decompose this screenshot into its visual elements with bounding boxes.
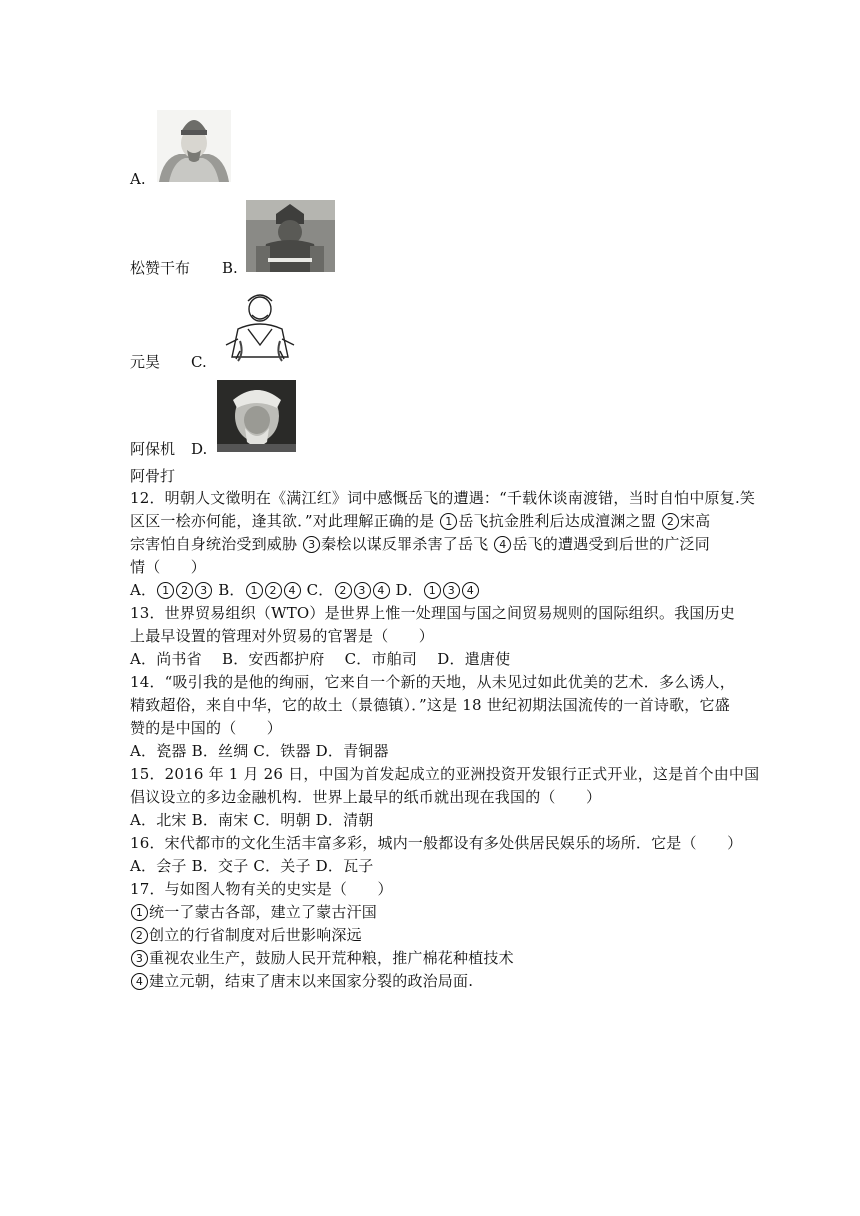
q17-item-3-text: 重视农业生产，鼓励人民开荒种粮，推广棉花种植技术 bbox=[149, 949, 514, 967]
option-d-label: D. bbox=[191, 440, 208, 458]
option-c-caption: 阿保机 bbox=[130, 440, 176, 458]
circled-number-3: 3 bbox=[131, 950, 148, 967]
q12-line-3-text: 宗害怕自身统治受到威胁 bbox=[130, 535, 303, 553]
q12-line-1: 12．明朝人文徵明在《满江红》词中感慨岳飞的遭遇：“千载休谈南渡错，当时自怕中原复.笑 bbox=[130, 489, 756, 507]
q14-line-2: 精致超俗，来自中华，它的故土（景德镇）．”这是 18 世纪初期法国流传的一首诗歌，它盛 bbox=[130, 696, 730, 714]
portrait-a-image bbox=[157, 110, 231, 182]
q12-option-b: B． bbox=[213, 581, 245, 599]
q17-item-2 bbox=[130, 924, 362, 946]
q17-item-4-text: 建立元朝，结束了唐末以来国家分裂的政治局面. bbox=[149, 972, 474, 990]
circled-number-4: 4 bbox=[373, 582, 390, 599]
option-b-label: B. bbox=[222, 259, 238, 277]
q14-options: A．瓷器 B．丝绸 C．铁器 D．青铜器 bbox=[130, 742, 389, 760]
q16-line-1: 16．宋代都市的文化生活丰富多彩，城内一般都设有多处供居民娱乐的场所．它是（ ） bbox=[130, 834, 743, 852]
circled-number-4: 4 bbox=[494, 536, 511, 553]
circled-number-3: 3 bbox=[443, 582, 460, 599]
portrait-d-image bbox=[217, 380, 296, 452]
q17-item-3 bbox=[130, 947, 514, 969]
q12-line-2 bbox=[130, 510, 710, 532]
q17-item-1-text: 统一了蒙古各部，建立了蒙古汗国 bbox=[149, 903, 378, 921]
q12-statement-3: 秦桧以谋反罪杀害了岳飞 bbox=[321, 535, 494, 553]
option-a-caption: 松赞干布 bbox=[130, 259, 191, 277]
circled-number-1: 1 bbox=[246, 582, 263, 599]
circled-number-1: 1 bbox=[131, 904, 148, 921]
q12-option-c: C． bbox=[301, 581, 334, 599]
q14-line-1: 14．“吸引我的是他的绚丽，它来自一个新的天地，从未见过如此优美的艺术．多么诱人， bbox=[130, 673, 735, 691]
q13-line-1: 13．世界贸易组织（WTO）是世界上惟一处理国与国之间贸易规则的国际组织。我国历史 bbox=[130, 604, 736, 622]
q12-statement-1: 岳飞抗金胜利后达成澶渊之盟 bbox=[458, 512, 661, 530]
q15-options: A．北宋 B．南宋 C．明朝 D．清朝 bbox=[130, 811, 374, 829]
q12-statement-4: 岳飞的遭遇受到后世的广泛同 bbox=[512, 535, 710, 553]
statue-portrait-icon bbox=[246, 200, 335, 272]
circled-number-2: 2 bbox=[662, 513, 679, 530]
q17-item-4 bbox=[130, 970, 473, 992]
q17-line-1: 17．与如图人物有关的史实是（ ） bbox=[130, 880, 393, 898]
option-c-label: C. bbox=[191, 353, 207, 371]
q12-option-d: D． bbox=[390, 581, 423, 599]
circled-number-4: 4 bbox=[462, 582, 479, 599]
q12-statement-2: 宋高 bbox=[679, 512, 711, 530]
q13-line-2: 上最早设置的管理对外贸易的官署是（ ） bbox=[130, 627, 435, 645]
q12-options bbox=[130, 579, 480, 601]
circled-number-2: 2 bbox=[131, 927, 148, 944]
q12-option-a: A． bbox=[130, 581, 157, 599]
line-drawing-portrait-icon bbox=[218, 289, 302, 365]
q12-line-4: 情（ ） bbox=[130, 558, 207, 576]
circled-number-1: 1 bbox=[157, 582, 174, 599]
q13-options: A．尚书省 B．安西都护府 C．市舶司 D．遣唐使 bbox=[130, 650, 511, 668]
statue-portrait-icon bbox=[157, 110, 231, 182]
circled-number-4: 4 bbox=[131, 973, 148, 990]
portrait-b-image bbox=[246, 200, 335, 272]
portrait-c-image bbox=[218, 289, 302, 365]
q15-line-1: 15．2016 年 1 月 26 日，中国为首发起成立的亚洲投资开发银行正式开业，这是首个由中国 bbox=[130, 765, 760, 783]
q14-line-3: 赞的是中国的（ ） bbox=[130, 719, 283, 737]
painted-portrait-icon bbox=[217, 380, 296, 452]
circled-number-1: 1 bbox=[440, 513, 457, 530]
q15-line-2: 倡议设立的多边金融机构．世界上最早的纸币就出现在我国的（ ） bbox=[130, 788, 602, 806]
q17-item-2-text: 创立的行省制度对后世影响深远 bbox=[149, 926, 362, 944]
q12-line-3 bbox=[130, 533, 710, 555]
circled-number-3: 3 bbox=[354, 582, 371, 599]
circled-number-2: 2 bbox=[176, 582, 193, 599]
circled-number-2: 2 bbox=[265, 582, 282, 599]
q12-line-2-text: 区区一桧亦何能，逢其欲．”对此理解正确的是 bbox=[130, 512, 440, 530]
circled-number-3: 3 bbox=[195, 582, 212, 599]
circled-number-1: 1 bbox=[424, 582, 441, 599]
option-b-caption: 元昊 bbox=[130, 353, 161, 371]
option-d-caption: 阿骨打 bbox=[130, 467, 176, 485]
q16-options: A．会子 B．交子 C．关子 D．瓦子 bbox=[130, 857, 374, 875]
q17-item-1 bbox=[130, 901, 377, 923]
circled-number-4: 4 bbox=[284, 582, 301, 599]
option-a-label: A. bbox=[130, 170, 146, 188]
circled-number-3: 3 bbox=[303, 536, 320, 553]
circled-number-2: 2 bbox=[335, 582, 352, 599]
